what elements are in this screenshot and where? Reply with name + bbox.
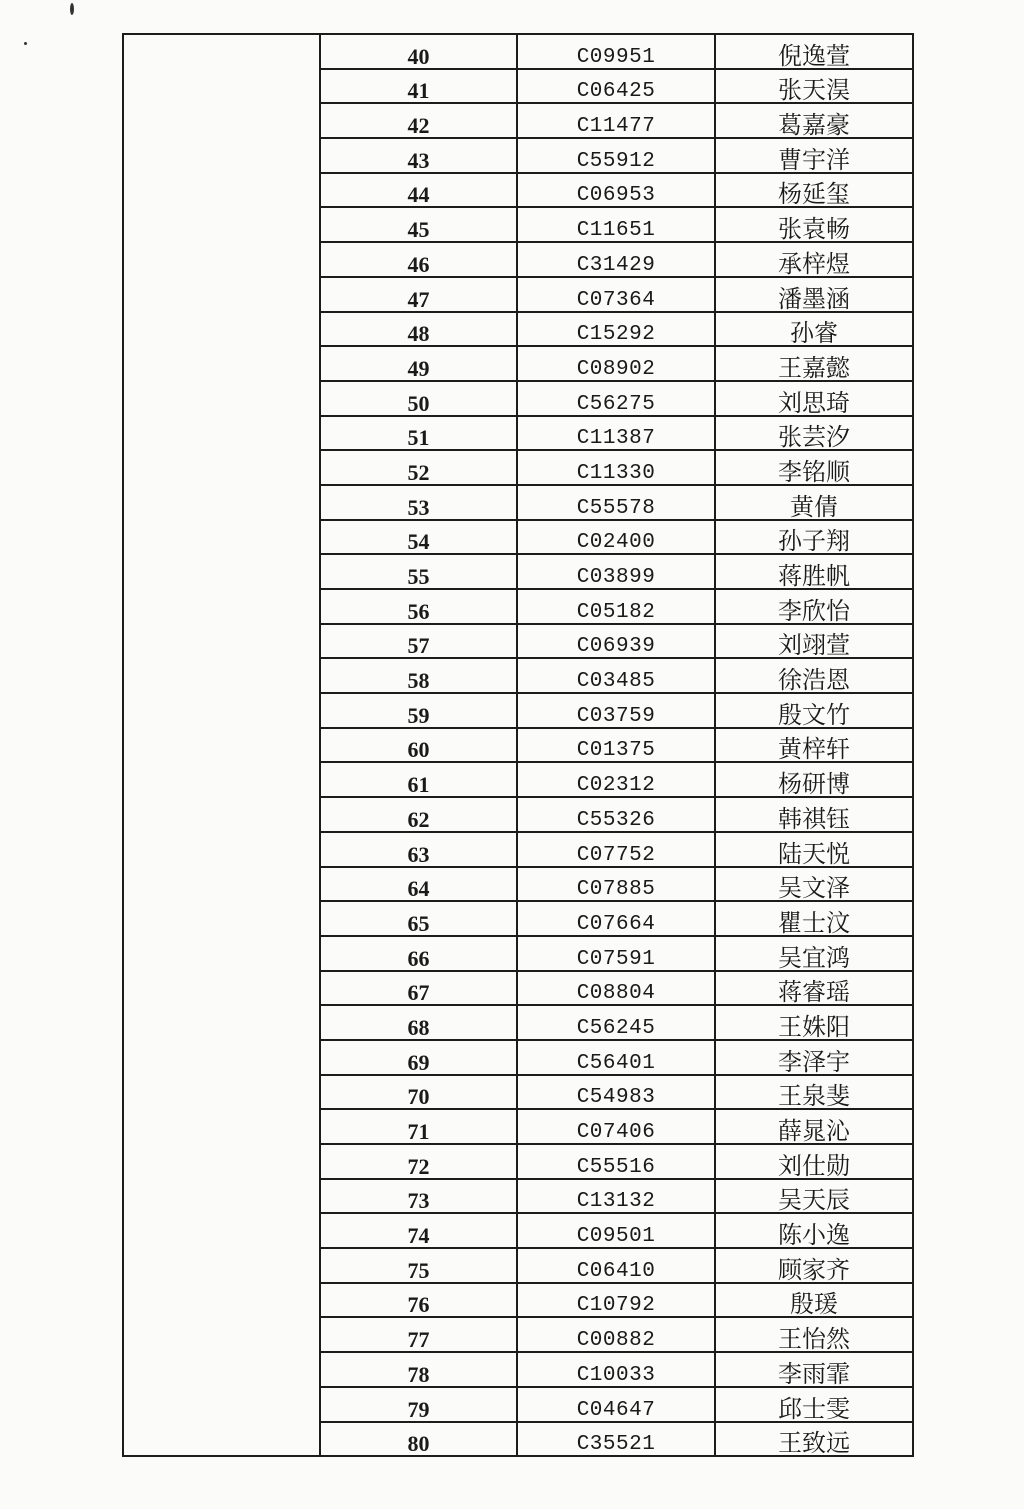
row-number-cell: 49 xyxy=(320,346,517,381)
student-code-cell: C07406 xyxy=(517,1109,715,1144)
row-number-cell: 63 xyxy=(320,832,517,867)
row-number-cell: 60 xyxy=(320,728,517,763)
student-code-cell: C56245 xyxy=(517,1005,715,1040)
row-number-cell: 54 xyxy=(320,520,517,555)
student-code-cell: C04647 xyxy=(517,1387,715,1422)
student-name-cell: 刘仕勋 xyxy=(715,1144,913,1179)
row-number-cell: 62 xyxy=(320,797,517,832)
row-number-cell: 46 xyxy=(320,242,517,277)
roster-table xyxy=(122,33,914,1457)
student-name-cell: 李欣怡 xyxy=(715,589,913,624)
student-code-cell: C00882 xyxy=(517,1317,715,1352)
student-name-cell: 韩祺钰 xyxy=(715,797,913,832)
row-number-cell: 71 xyxy=(320,1109,517,1144)
student-name-cell: 张天淏 xyxy=(715,69,913,104)
row-number-cell: 76 xyxy=(320,1283,517,1318)
student-code-cell: C11330 xyxy=(517,450,715,485)
student-code-cell: C02400 xyxy=(517,520,715,555)
student-code-cell: C35521 xyxy=(517,1422,715,1457)
student-code-cell: C03759 xyxy=(517,693,715,728)
student-name-cell: 王嘉懿 xyxy=(715,346,913,381)
student-name-cell: 李雨霏 xyxy=(715,1352,913,1387)
student-name-cell: 承梓煜 xyxy=(715,242,913,277)
row-number-cell: 58 xyxy=(320,658,517,693)
row-number-cell: 68 xyxy=(320,1005,517,1040)
student-code-cell: C56401 xyxy=(517,1040,715,1075)
student-code-cell: C11651 xyxy=(517,207,715,242)
student-code-cell: C07752 xyxy=(517,832,715,867)
student-name-cell: 顾家齐 xyxy=(715,1248,913,1283)
student-name-cell: 黄梓轩 xyxy=(715,728,913,763)
row-number-cell: 77 xyxy=(320,1317,517,1352)
table-row xyxy=(123,34,913,69)
student-code-cell: C05182 xyxy=(517,589,715,624)
student-code-cell: C07364 xyxy=(517,277,715,312)
student-name-cell: 葛嘉豪 xyxy=(715,103,913,138)
student-code-cell: C06939 xyxy=(517,624,715,659)
student-code-cell: C15292 xyxy=(517,312,715,347)
student-name-cell: 倪逸萱 xyxy=(715,34,913,69)
row-number-cell: 43 xyxy=(320,138,517,173)
row-number-cell: 73 xyxy=(320,1179,517,1214)
scan-speck xyxy=(24,42,27,45)
student-name-cell: 张袁畅 xyxy=(715,207,913,242)
student-name-cell: 刘思琦 xyxy=(715,381,913,416)
row-number-cell: 61 xyxy=(320,762,517,797)
student-code-cell: C06425 xyxy=(517,69,715,104)
student-name-cell: 李泽宇 xyxy=(715,1040,913,1075)
student-name-cell: 王致远 xyxy=(715,1422,913,1457)
student-name-cell: 杨研博 xyxy=(715,762,913,797)
row-number-cell: 47 xyxy=(320,277,517,312)
student-name-cell: 杨延玺 xyxy=(715,173,913,208)
row-number-cell: 74 xyxy=(320,1213,517,1248)
row-number-cell: 42 xyxy=(320,103,517,138)
student-code-cell: C11387 xyxy=(517,416,715,451)
student-code-cell: C09951 xyxy=(517,34,715,69)
row-number-cell: 56 xyxy=(320,589,517,624)
student-code-cell: C13132 xyxy=(517,1179,715,1214)
row-number-cell: 65 xyxy=(320,901,517,936)
student-name-cell: 吴文泽 xyxy=(715,867,913,902)
row-number-cell: 55 xyxy=(320,554,517,589)
row-number-cell: 48 xyxy=(320,312,517,347)
row-number-cell: 50 xyxy=(320,381,517,416)
student-name-cell: 蒋睿瑶 xyxy=(715,971,913,1006)
row-number-cell: 72 xyxy=(320,1144,517,1179)
roster-table-body xyxy=(123,34,913,1456)
student-name-cell: 吴宜鸿 xyxy=(715,936,913,971)
student-code-cell: C07885 xyxy=(517,867,715,902)
student-name-cell: 李铭顺 xyxy=(715,450,913,485)
row-number-cell: 59 xyxy=(320,693,517,728)
student-code-cell: C55326 xyxy=(517,797,715,832)
row-number-cell: 51 xyxy=(320,416,517,451)
student-code-cell: C09501 xyxy=(517,1213,715,1248)
student-name-cell: 孙子翔 xyxy=(715,520,913,555)
row-number-cell: 57 xyxy=(320,624,517,659)
row-number-cell: 69 xyxy=(320,1040,517,1075)
student-code-cell: C08902 xyxy=(517,346,715,381)
student-name-cell: 曹宇洋 xyxy=(715,138,913,173)
student-code-cell: C55578 xyxy=(517,485,715,520)
student-name-cell: 徐浩恩 xyxy=(715,658,913,693)
student-code-cell: C06410 xyxy=(517,1248,715,1283)
student-name-cell: 陆天悦 xyxy=(715,832,913,867)
student-name-cell: 黄倩 xyxy=(715,485,913,520)
student-name-cell: 王怡然 xyxy=(715,1317,913,1352)
student-name-cell: 王姝阳 xyxy=(715,1005,913,1040)
row-number-cell: 67 xyxy=(320,971,517,1006)
row-number-cell: 78 xyxy=(320,1352,517,1387)
row-number-cell: 79 xyxy=(320,1387,517,1422)
row-number-cell: 75 xyxy=(320,1248,517,1283)
row-number-cell: 64 xyxy=(320,867,517,902)
student-name-cell: 刘翊萱 xyxy=(715,624,913,659)
student-name-cell: 瞿士汶 xyxy=(715,901,913,936)
student-name-cell: 殷瑗 xyxy=(715,1283,913,1318)
student-name-cell: 殷文竹 xyxy=(715,693,913,728)
student-code-cell: C06953 xyxy=(517,173,715,208)
student-code-cell: C54983 xyxy=(517,1075,715,1110)
row-number-cell: 41 xyxy=(320,69,517,104)
student-code-cell: C03899 xyxy=(517,554,715,589)
student-code-cell: C03485 xyxy=(517,658,715,693)
student-code-cell: C55912 xyxy=(517,138,715,173)
student-code-cell: C07664 xyxy=(517,901,715,936)
student-code-cell: C10033 xyxy=(517,1352,715,1387)
student-code-cell: C08804 xyxy=(517,971,715,1006)
scan-speck xyxy=(70,3,74,15)
student-code-cell: C02312 xyxy=(517,762,715,797)
student-name-cell: 王泉斐 xyxy=(715,1075,913,1110)
student-name-cell: 潘墨涵 xyxy=(715,277,913,312)
student-name-cell: 邱士雯 xyxy=(715,1387,913,1422)
student-code-cell: C56275 xyxy=(517,381,715,416)
row-number-cell: 40 xyxy=(320,34,517,69)
merged-blank-cell xyxy=(123,34,320,1456)
student-code-cell: C07591 xyxy=(517,936,715,971)
student-code-cell: C10792 xyxy=(517,1283,715,1318)
student-name-cell: 蒋胜帆 xyxy=(715,554,913,589)
row-number-cell: 80 xyxy=(320,1422,517,1457)
student-name-cell: 薛晁沁 xyxy=(715,1109,913,1144)
student-name-cell: 孙睿 xyxy=(715,312,913,347)
student-code-cell: C31429 xyxy=(517,242,715,277)
row-number-cell: 66 xyxy=(320,936,517,971)
row-number-cell: 70 xyxy=(320,1075,517,1110)
row-number-cell: 44 xyxy=(320,173,517,208)
student-code-cell: C11477 xyxy=(517,103,715,138)
row-number-cell: 53 xyxy=(320,485,517,520)
student-code-cell: C55516 xyxy=(517,1144,715,1179)
student-code-cell: C01375 xyxy=(517,728,715,763)
student-name-cell: 吴天辰 xyxy=(715,1179,913,1214)
row-number-cell: 52 xyxy=(320,450,517,485)
student-name-cell: 陈小逸 xyxy=(715,1213,913,1248)
row-number-cell: 45 xyxy=(320,207,517,242)
student-name-cell: 张芸汐 xyxy=(715,416,913,451)
